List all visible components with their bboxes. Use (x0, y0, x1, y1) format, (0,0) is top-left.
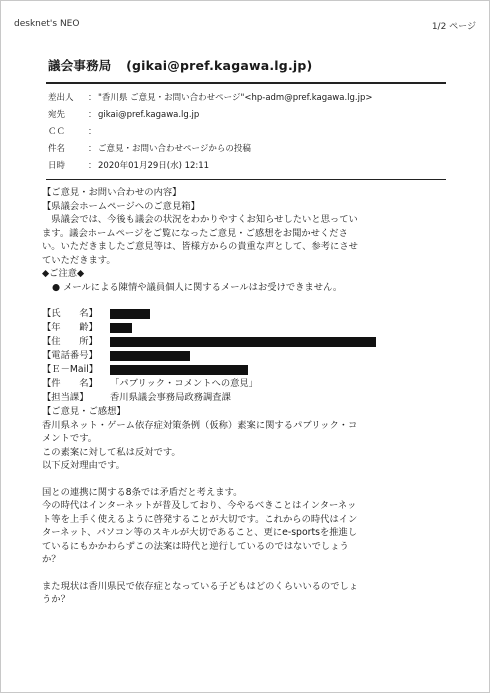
body-line: 以下反対理由です。 (42, 460, 125, 471)
body-line: ターネット、パソコン等のスキルが大切であること、更にe-sportsを推進し (42, 527, 358, 538)
body-line: うか？ (42, 594, 70, 605)
body-line: また現状は香川県民で依存症となっている子どもはどのくらいいるのでしょ (42, 580, 359, 592)
form-field-address (42, 335, 444, 349)
redaction-bar (110, 323, 132, 333)
redaction-bar (110, 351, 190, 361)
form-field-department (42, 391, 444, 405)
header-value: gikai@pref.kagawa.lg.jp (98, 110, 200, 120)
body-divider (46, 179, 446, 180)
body-line: い。いただきましたご意見等は、皆様方からの貴重な声として、参考にさせ (42, 241, 358, 252)
page-indicator: 1/2 ページ (431, 22, 476, 32)
body-line: か？ (42, 554, 61, 565)
body-line: この素案に対して私は反対です。 (42, 446, 181, 458)
form-field-name (42, 307, 444, 321)
header-label: 宛先 (48, 110, 66, 120)
body-line: 国との連携に関する8条では矛盾だと考えます。 (42, 486, 243, 498)
field-label: 【住 所】 (42, 336, 98, 347)
subject-title: 議会事務局 (48, 58, 112, 73)
header-row-from: 差出人 ："香川県 ご意見・お問い合わせページ"<hp-adm@pref.kagawa.lg.jp> (48, 90, 373, 107)
field-label: 【氏 名】 (42, 308, 98, 319)
header-value: 2020年01月29日(水) 12:11 (98, 161, 210, 171)
mail-body (42, 186, 444, 607)
header-label: ＣＣ (48, 127, 66, 137)
field-label: 【件 名】 (42, 378, 98, 389)
body-line: 香川県ネット・ゲーム依存症対策条例（仮称）素案に関するパブリック・コ (42, 419, 358, 431)
header-value: ご意見・お問い合わせページからの投稿 (98, 144, 251, 154)
body-line: ト等を上手く使えるように啓発することが大切です。これからの時代はイン (42, 513, 358, 525)
body-line: ているにもかかわらずこの法案は時代と逆行しているのではないでしょう (42, 540, 349, 552)
body-line: ます。議会ホームページをご覧になったご意見・ご感想をお聞かせくださ (42, 227, 348, 239)
body-line: メントです。 (42, 433, 98, 444)
redaction-bar (110, 309, 150, 319)
redaction-bar (110, 365, 248, 375)
body-line: 今の時代はインターネットが普及しており、今やるべきことはインターネッ (42, 500, 357, 511)
field-label: 【Ｅ－Mail】 (42, 364, 99, 375)
body-line: 県議会では、今後も議会の状況をわかりやすくお知らせしたいと思ってい (42, 214, 358, 225)
mail-subject (48, 56, 312, 74)
header-row-date: 日時 ：2020年01月29日(水) 12:11 (48, 158, 373, 175)
notice-title: ◆ご注意◆ (42, 268, 85, 279)
field-label: 【年 齢】 (42, 322, 98, 333)
form-field-email (42, 363, 444, 377)
form-field-subject (42, 377, 444, 391)
subject-address: (gikai@pref.kagawa.lg.jp) (126, 58, 313, 73)
header-value: "香川県 ご意見・お問い合わせページ"<hp-adm@pref.kagawa.lg.jp> (98, 93, 373, 103)
header-divider (46, 82, 446, 84)
mail-headers (48, 90, 373, 175)
redaction-bar (110, 337, 376, 347)
section-heading: 【ご意見・ご感想】 (42, 406, 126, 417)
form-field-phone (42, 349, 444, 363)
body-line: ていただきます。 (42, 254, 116, 266)
notice-item: ● メールによる陳情や議員個人に関するメールはお受けできません。 (52, 281, 343, 293)
header-row-subject: 件名 ：ご意見・お問い合わせページからの投稿 (48, 141, 373, 158)
field-label: 【担当課】 (42, 392, 89, 403)
header-label: 差出人 (48, 93, 74, 103)
header-row-to: 宛先 ：gikai@pref.kagawa.lg.jp (48, 107, 373, 124)
form-field-age (42, 321, 444, 335)
header-label: 件名 (48, 144, 66, 154)
field-value: 「パブリック・コメントへの意見」 (110, 378, 259, 389)
header-label: 日時 (48, 161, 66, 171)
app-name: desknet's NEO (14, 19, 80, 29)
field-label: 【電話番号】 (42, 350, 98, 361)
section-heading: 【ご意見・お問い合わせの内容】 (42, 187, 182, 198)
header-row-cc: ＣＣ ： (48, 124, 373, 141)
section-heading: 【県議会ホームページへのご意見箱】 (42, 200, 200, 212)
field-value: 香川県議会事務局政務調査課 (110, 392, 231, 403)
